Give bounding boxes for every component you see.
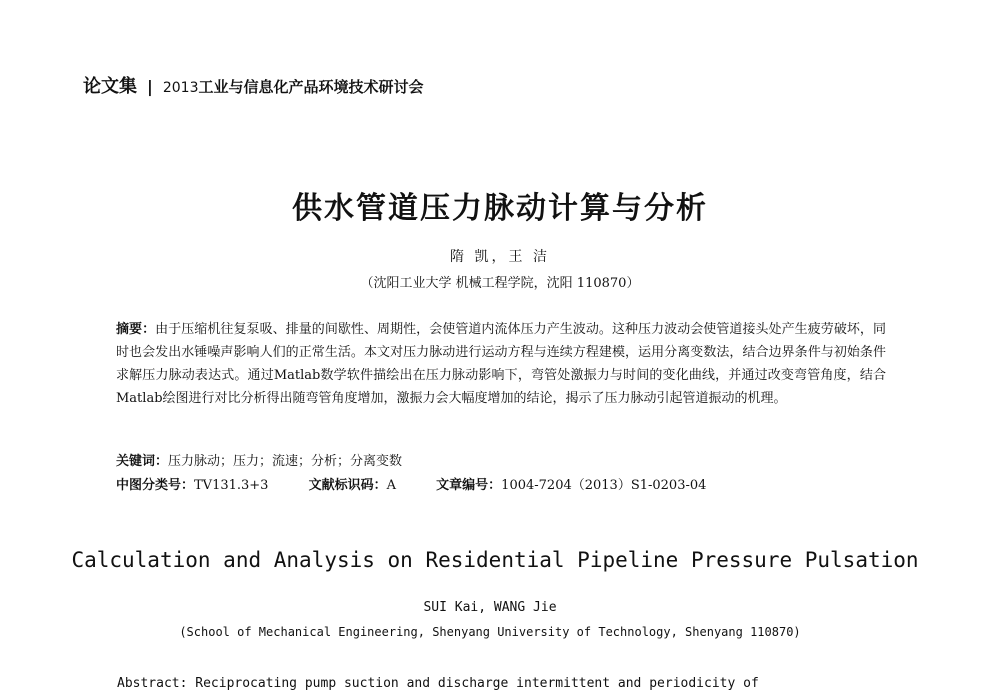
keywords: [116, 450, 886, 469]
abstract-label: 摘要：: [116, 322, 156, 337]
affiliation-en: (School of Mechanical Engineering, Shenyang University of Technology, Shenyang 110870): [179, 625, 801, 639]
keywords-text: 压力脉动；压力；流速；分析；分离变数: [168, 454, 403, 469]
affiliation-cn: （沈阳工业大学 机械工程学院，沈阳 110870）: [360, 276, 640, 291]
authors-cn: 隋 凯，王 洁: [450, 249, 550, 265]
keywords-label: 关键词：: [116, 454, 169, 469]
doc-code-label: 文献标识码：: [308, 478, 387, 493]
journal-brand: 论文集: [83, 76, 137, 97]
paper-title-en: Calculation and Analysis on Residential Pipeline Pressure Pulsation: [71, 548, 919, 572]
clc-label: 中图分类号：: [116, 478, 195, 493]
abstract-en-partial: Abstract: Reciprocating pump suction and discharge intermittent and periodicity of: [117, 676, 759, 691]
clc-value: TV131.3+3: [194, 478, 269, 493]
running-header: [83, 72, 424, 98]
conference-year: 2013: [162, 80, 199, 96]
paper-title-cn: 供水管道压力脉动计算与分析: [292, 191, 708, 226]
authors-en: SUI Kai, WANG Jie: [423, 600, 557, 615]
conference-name: 工业与信息化产品环境技术研讨会: [198, 78, 424, 96]
article-no-value: 1004-7204（2013）S1-0203-04: [501, 478, 707, 493]
doc-code-value: A: [386, 478, 397, 493]
abstract-cn: [116, 318, 886, 410]
abstract-text: 由于压缩机往复泵吸、排量的间歇性、周期性，会使管道内流体压力产生波动。这种压力波动会使管道接头处产生疲劳破坏，同时也会发出水锤噪声影响人们的正常生活。本文对压力脉动进行运动方程与连续方程建模，运用分离变数法，结合边界条件与初始条件求解压力脉动表达式。通过Matlab数学软件描绘出在压力脉动影响下，弯管处激振力与时间的变化曲线，并通过改变弯管角度，结合Matlab绘图进行对比分析得出随弯管角度增加，激振力会大幅度增加的结论，揭示了压力脉动引起管道振动的机理。: [116, 322, 886, 406]
classification-line: [116, 474, 886, 493]
header-separator: |: [147, 77, 153, 96]
article-no-label: 文章编号：: [436, 478, 502, 493]
